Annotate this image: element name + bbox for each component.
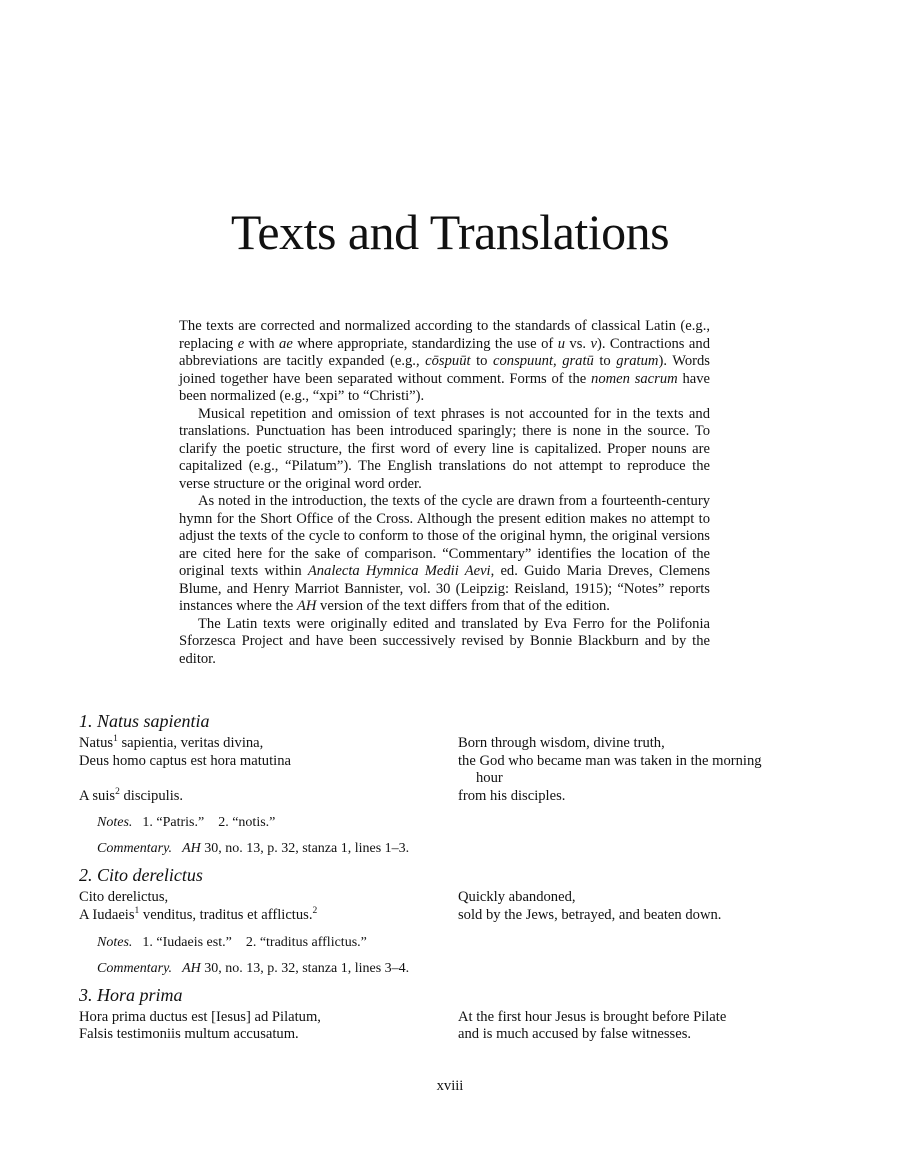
page-number: xviii (436, 1078, 464, 1094)
notes (97, 814, 819, 831)
note-item: 2. “traditus afflictus.” (245, 934, 367, 950)
text-line (79, 753, 819, 788)
hymn-texts (79, 710, 819, 1044)
latin-line: A Iudaeis$^1$ venditus, traditus et afflictus.$^2$ (79, 905, 318, 923)
latin-line: Hora prima ductus est [Iesus] ad Pilatum, (79, 1008, 321, 1025)
commentary-label: Commentary. (97, 960, 173, 976)
footnote-marker: 1 (113, 734, 118, 744)
notes (97, 934, 819, 951)
text-line (79, 735, 819, 753)
english-line: the God who became man was taken in the morning hour (458, 753, 819, 788)
english-line: Born through wisdom, divine truth, (458, 735, 665, 751)
commentary-text: AH 30, no. 13, p. 32, stanza 1, lines 3–4. (182, 960, 410, 976)
intro-paragraph: The texts are corrected and normalized according to the standards of classical Latin (e.g., replacing e with ae where appropriate, standardizing the use of u vs. v). Contractions and abbreviations are tacitly expanded (e.g., cōspuūt to conspuunt, gratū to gratum). Words joined together have been separated without comment. Forms of the nomen sacrum have been normalized (e.g., “xpi” to “Christi”). (179, 318, 711, 404)
english-line: from his disciples. (458, 787, 566, 804)
intro-text (179, 318, 710, 668)
commentary (97, 960, 819, 977)
latin-line: Falsis testimoniis multum accusatum. (79, 1026, 299, 1043)
english-line: Quickly abandoned, (458, 889, 576, 906)
note-item: 2. “notis.” (218, 815, 276, 831)
latin-line: Deus homo captus est hora matutina (79, 752, 291, 769)
section-title: 3. Hora prima (79, 984, 183, 1005)
english-line-continuation: hour (476, 770, 503, 787)
footnote-marker: 2 (312, 905, 318, 916)
page-title: Texts and Translations (230, 204, 670, 260)
commentary (97, 840, 819, 857)
intro-paragraph: The Latin texts were originally edited and translated by Eva Ferro for the Polifonia Sforzesca Project and have been successively revised by Bonnie Blackburn and by the editor. (179, 615, 710, 667)
latin-line: A suis$^2$ discipulis. (79, 786, 184, 804)
latin-line: Natus$^1$ sapientia, veritas divina, (79, 734, 264, 751)
text-line (79, 1026, 819, 1044)
commentary-text: AH 30, no. 13, p. 32, stanza 1, lines 1–3. (182, 841, 410, 857)
section-title: 1. Natus sapientia (79, 711, 210, 731)
english-line: and is much accused by false witnesses. (458, 1026, 692, 1043)
text-line (79, 788, 819, 806)
english-line: sold by the Jews, betrayed, and beaten down. (458, 906, 722, 923)
text-line (79, 889, 819, 907)
notes-label: Notes. (97, 815, 133, 831)
english-line: At the first hour Jesus is brought before Pilate (458, 1008, 727, 1025)
commentary-label: Commentary. (97, 841, 173, 857)
footnote-marker: 1 (134, 905, 140, 916)
notes-label: Notes. (97, 934, 133, 950)
intro-paragraph: Musical repetition and omission of text phrases is not accounted for in the texts and translations. Punctuation has been introduced sparingly; there is none in the source. To clarify the poetic structure, the first word of every line is capitalized. Proper nouns are capitalized (e.g., “Pilatum”). The English translations do not attempt to reproduce the verse structure or the original word order. (179, 405, 710, 492)
note-item: 1. “Patris.” (142, 815, 205, 831)
intro-paragraph: As noted in the introduction, the texts of the cycle are drawn from a fourteenth-century hymn for the Short Office of the Cross. Although the present edition makes no attempt to adjust the texts of the cycle to conform to those of the original hymn, the original versions are cited here for the sake of comparison. “Commentary” identifies the location of the original texts within Analecta Hymnica Medii Aevi, ed. Guido Maria Dreves, Clemens Blume, and Henry Marriot Bannister, vol. 30 (Leipzig: Reisland, 1915); “Notes” reports instances where the AH version of the text differs from that of the edition. (179, 493, 710, 614)
text-line (79, 907, 819, 925)
text-line (79, 1009, 819, 1027)
footnote-marker: 2 (115, 786, 120, 797)
note-item: 1. “Iudaeis est.” (142, 934, 232, 950)
latin-line: Cito derelictus, (79, 889, 169, 906)
section-title: 2. Cito derelictus (79, 865, 203, 886)
